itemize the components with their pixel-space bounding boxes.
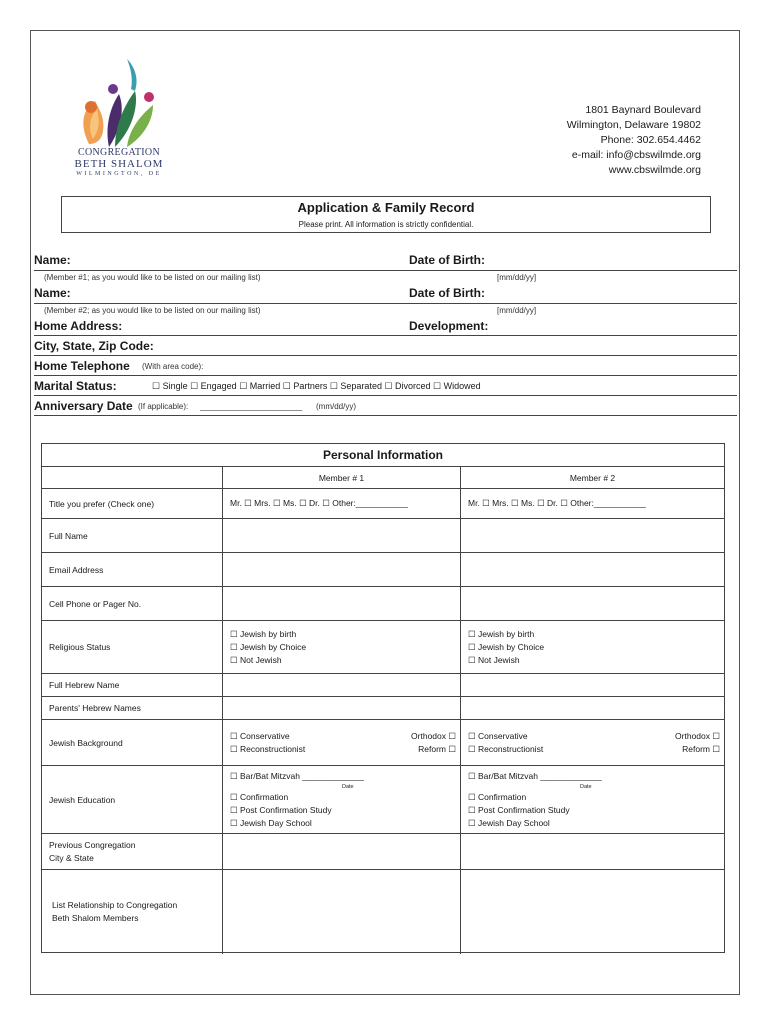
telephone-note: (With area code): [142, 362, 204, 371]
reform-option[interactable]: Reform ☐ [418, 743, 456, 754]
bar-bat-mitzvah-option[interactable]: ☐ Bar/Bat Mitzvah _____________ [468, 770, 602, 781]
bar-bat-mitzvah-option[interactable]: ☐ Bar/Bat Mitzvah _____________ [230, 770, 364, 781]
member2-education-options[interactable] [461, 766, 724, 833]
form-page [30, 30, 740, 995]
home-address-label: Home Address: [34, 319, 123, 333]
logo-flame-icon [69, 49, 169, 149]
jewish-by-birth-option[interactable]: ☐ Jewish by birth [468, 628, 535, 639]
anniversary-blank: _______________________ [200, 402, 303, 411]
member2-header: Member # 2 [569, 472, 616, 483]
orthodox-option[interactable]: Orthodox ☐ [675, 730, 720, 741]
development-label: Development: [409, 319, 489, 333]
title-row [42, 489, 724, 519]
member1-education-options[interactable] [223, 766, 461, 833]
mitzvah-date-caption: Date [342, 783, 354, 790]
parents-hebrew-names-label: Parents' Hebrew Names [42, 697, 223, 719]
logo [69, 49, 169, 199]
member-header-row [42, 467, 724, 489]
previous-congregation-line2: City & State [49, 852, 94, 863]
parents-hebrew-names-row [42, 697, 724, 720]
jewish-background-label: Jewish Background [42, 720, 223, 765]
email-label: Email Address [42, 553, 223, 586]
name1-note: (Member #1; as you would like to be listed on our mailing list) [44, 273, 261, 282]
member2-religious-options[interactable] [461, 621, 724, 673]
member1-cell-phone-cell[interactable] [223, 587, 461, 620]
jewish-by-choice-option[interactable]: ☐ Jewish by Choice [230, 641, 307, 652]
city-label: City, State, Zip Code: [34, 339, 154, 353]
telephone-field[interactable] [34, 356, 737, 376]
anniversary-field[interactable] [34, 396, 737, 416]
relationship-line1: List Relationship to Congregation [52, 900, 178, 910]
contact-block [567, 103, 701, 178]
member2-cell-phone-cell[interactable] [461, 587, 724, 620]
reconstructionist-option[interactable]: ☐ Reconstructionist [230, 743, 306, 754]
not-jewish-option[interactable]: ☐ Not Jewish [468, 654, 520, 665]
relationship-line2: Beth Shalom Members [52, 913, 139, 923]
dob1-note: [mm/dd/yy] [497, 273, 537, 282]
email-row [42, 553, 724, 587]
reconstructionist-option[interactable]: ☐ Reconstructionist [468, 743, 544, 754]
telephone-label: Home Telephone [34, 359, 130, 373]
member2-previous-congregation-cell[interactable] [461, 834, 724, 869]
dob2-label: Date of Birth: [409, 286, 485, 300]
city-field[interactable] [34, 336, 737, 356]
jewish-by-birth-option[interactable]: ☐ Jewish by birth [230, 628, 297, 639]
anniversary-note: (If applicable): [138, 402, 189, 411]
confirmation-option[interactable]: ☐ Confirmation [468, 791, 527, 802]
name2-field[interactable] [34, 282, 737, 304]
member1-title-options[interactable]: Mr. ☐ Mrs. ☐ Ms. ☐ Dr. ☐ Other:___________ [223, 489, 461, 518]
conservative-option[interactable]: ☐ Conservative [230, 730, 290, 741]
member1-background-right [411, 720, 456, 765]
full-name-label: Full Name [42, 519, 223, 552]
member2-relationship-cell[interactable] [461, 870, 724, 954]
member1-religious-options[interactable] [223, 621, 461, 673]
conservative-option[interactable]: ☐ Conservative [468, 730, 528, 741]
member2-title-options[interactable]: Mr. ☐ Mrs. ☐ Ms. ☐ Dr. ☐ Other:___________ [468, 498, 646, 508]
website-text: www.cbswilmde.org [608, 164, 701, 176]
member1-relationship-cell[interactable] [223, 870, 461, 954]
home-address-field[interactable] [34, 316, 737, 336]
logo-line1: CONGREGATION [78, 147, 160, 158]
reform-option[interactable]: Reform ☐ [682, 743, 720, 754]
member2-background-right [675, 720, 720, 765]
hebrew-name-row [42, 674, 724, 697]
marital-label: Marital Status: [34, 379, 117, 393]
member1-header: Member # 1 [223, 467, 461, 488]
confirmation-option[interactable]: ☐ Confirmation [230, 791, 289, 802]
marital-options[interactable]: ☐ Single ☐ Engaged ☐ Married ☐ Partners ☐ Separated ☐ Divorced ☐ Widowed [152, 381, 481, 391]
jewish-education-row [42, 766, 724, 834]
hebrew-name-label: Full Hebrew Name [42, 674, 223, 696]
personal-info-table [41, 443, 725, 953]
anniversary-label: Anniversary Date [34, 399, 133, 413]
member1-background-options[interactable] [223, 720, 461, 765]
logo-line2: BETH SHALOM [74, 158, 164, 170]
orthodox-option[interactable]: Orthodox ☐ [411, 730, 456, 741]
mitzvah-date-caption: Date [580, 783, 592, 790]
address-line1: 1801 Baynard Boulevard [585, 104, 701, 116]
religious-status-label: Religious Status [42, 621, 223, 673]
logo-line3: WILMINGTON, DE [76, 171, 162, 177]
name2-label: Name: [34, 286, 71, 300]
full-name-row [42, 519, 724, 553]
day-school-option[interactable]: ☐ Jewish Day School [468, 817, 550, 828]
phone-text: Phone: 302.654.4462 [600, 134, 701, 146]
day-school-option[interactable]: ☐ Jewish Day School [230, 817, 312, 828]
title-label: Title you prefer (Check one) [42, 489, 223, 518]
jewish-background-row [42, 720, 724, 766]
post-confirmation-option[interactable]: ☐ Post Confirmation Study [468, 804, 570, 815]
member2-full-name-cell[interactable] [461, 519, 724, 552]
address-line2: Wilmington, Delaware 19802 [566, 119, 701, 131]
member1-parents-cell[interactable] [223, 697, 461, 719]
name2-note: (Member #2; as you would like to be listed on our mailing list) [44, 306, 261, 315]
member1-hebrew-name-cell[interactable] [223, 674, 461, 696]
member1-previous-congregation-cell[interactable] [223, 834, 461, 869]
previous-congregation-row [42, 834, 724, 870]
anniversary-format: (mm/dd/yy) [316, 402, 356, 411]
not-jewish-option[interactable]: ☐ Not Jewish [230, 654, 282, 665]
member2-hebrew-name-cell[interactable] [461, 674, 724, 696]
relationship-row [42, 870, 724, 954]
name1-field[interactable] [34, 249, 737, 271]
title-box [61, 196, 711, 233]
dob2-note: [mm/dd/yy] [497, 306, 537, 315]
post-confirmation-option[interactable]: ☐ Post Confirmation Study [230, 804, 332, 815]
blank-header-cell [42, 467, 223, 488]
member2-parents-cell[interactable] [461, 697, 724, 719]
previous-congregation-label [42, 834, 223, 869]
previous-congregation-line1: Previous Congregation [49, 839, 136, 850]
member2-email-cell[interactable] [461, 553, 724, 586]
personal-info-heading: Personal Information [42, 444, 724, 467]
page-title: Application & Family Record [297, 200, 475, 215]
religious-status-row [42, 621, 724, 674]
marital-field [34, 376, 737, 396]
jewish-by-choice-option[interactable]: ☐ Jewish by Choice [468, 641, 545, 652]
dob1-label: Date of Birth: [409, 253, 485, 267]
member1-full-name-cell[interactable] [223, 519, 461, 552]
cell-phone-row [42, 587, 724, 621]
member2-background-options[interactable] [461, 720, 724, 765]
jewish-education-label: Jewish Education [42, 766, 223, 833]
member1-email-cell[interactable] [223, 553, 461, 586]
relationship-label [42, 870, 223, 954]
page-subtitle: Please print. All information is strictly confidential. [298, 220, 474, 229]
cell-phone-label: Cell Phone or Pager No. [42, 587, 223, 620]
email-text: e-mail: info@cbswilmde.org [571, 149, 701, 161]
name1-label: Name: [34, 253, 71, 267]
